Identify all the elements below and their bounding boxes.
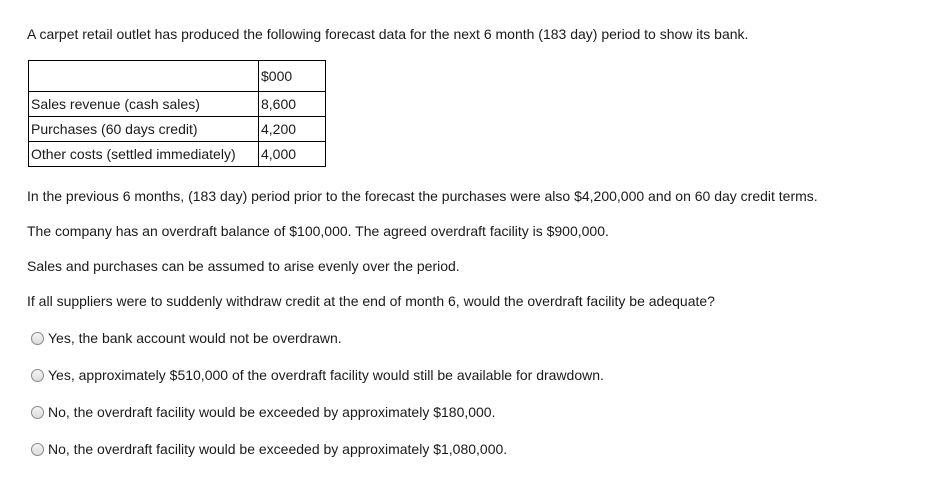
answer-option-2[interactable] <box>31 367 604 383</box>
radio-button[interactable] <box>31 369 44 382</box>
table-row <box>29 142 326 167</box>
answer-option-label: No, the overdraft facility would be exceeded by approximately $180,000. <box>48 404 496 420</box>
answer-option-label: No, the overdraft facility would be exceeded by approximately $1,080,000. <box>48 441 508 457</box>
table-row <box>29 117 326 142</box>
question-intro: A carpet retail outlet has produced the following forecast data for the next 6 month (183 day) period to show its bank. <box>27 26 749 42</box>
answer-option-1[interactable] <box>31 330 342 346</box>
table-header-unit: $000 <box>259 61 326 92</box>
table-header-empty <box>29 61 259 92</box>
row-label-purchases: Purchases (60 days credit) <box>29 117 259 142</box>
question-prompt: If all suppliers were to suddenly withdraw credit at the end of month 6, would the overdraft facility be adequate? <box>27 293 715 309</box>
table-header-row <box>29 61 326 92</box>
radio-button[interactable] <box>31 443 44 456</box>
forecast-table <box>28 60 326 167</box>
row-value-sales: 8,600 <box>259 92 326 117</box>
row-value-other-costs: 4,000 <box>259 142 326 167</box>
row-label-sales: Sales revenue (cash sales) <box>29 92 259 117</box>
answer-option-4[interactable] <box>31 441 507 457</box>
paragraph-overdraft: The company has an overdraft balance of $100,000. The agreed overdraft facility is $900,000. <box>27 223 609 239</box>
answer-option-3[interactable] <box>31 404 496 420</box>
row-value-purchases: 4,200 <box>259 117 326 142</box>
paragraph-previous-period: In the previous 6 months, (183 day) period prior to the forecast the purchases were also $4,200,000 and on 60 day credit terms. <box>27 188 818 204</box>
radio-button[interactable] <box>31 406 44 419</box>
answer-option-label: Yes, approximately $510,000 of the overdraft facility would still be available for drawdown. <box>48 367 604 383</box>
radio-button[interactable] <box>31 332 44 345</box>
table-row <box>29 92 326 117</box>
paragraph-assumption: Sales and purchases can be assumed to arise evenly over the period. <box>27 258 460 274</box>
row-label-other-costs: Other costs (settled immediately) <box>29 142 259 167</box>
answer-option-label: Yes, the bank account would not be overdrawn. <box>48 330 342 346</box>
